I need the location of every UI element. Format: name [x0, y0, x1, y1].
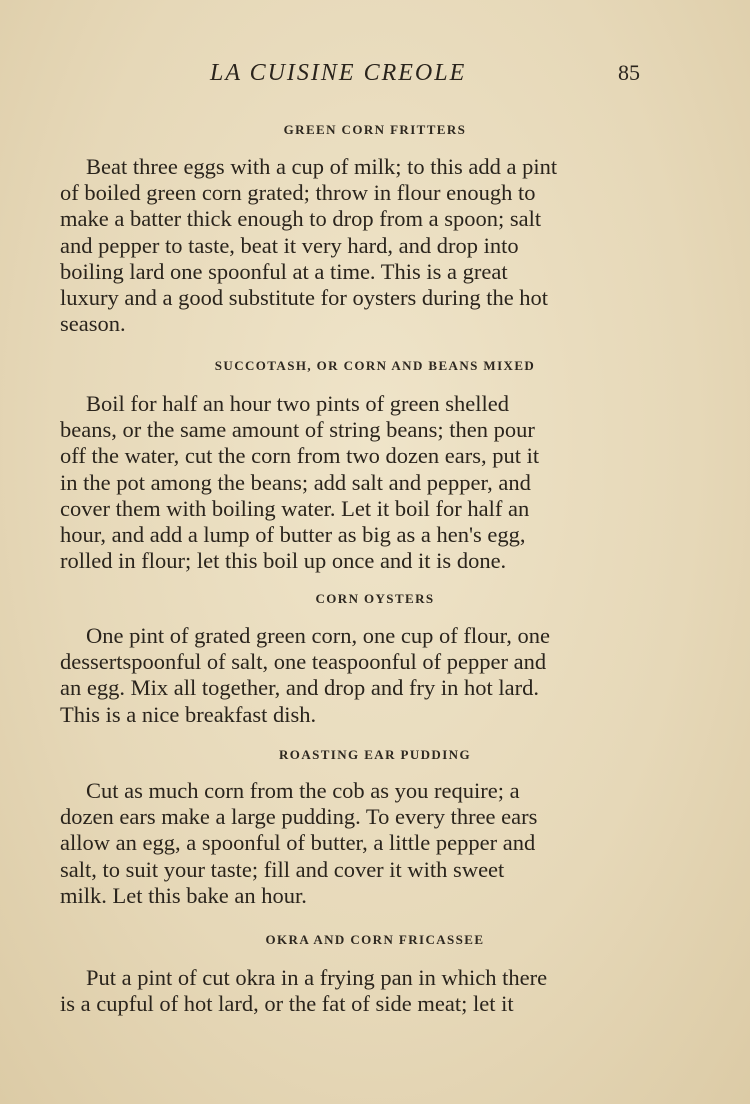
text-line: is a cupful of hot lard, or the fat of side meat; let it: [60, 991, 514, 1017]
page-number: 85: [618, 60, 640, 85]
text-line: allow an egg, a spoonful of butter, a little pepper and: [60, 830, 536, 856]
text-line: Beat three eggs with a cup of milk; to this add a pint: [86, 154, 558, 179]
text-line: One pint of grated green corn, one cup of flour, one: [86, 623, 550, 648]
text-line: hour, and add a lump of butter as big as a hen's egg,: [60, 522, 526, 548]
text-line: Put a pint of cut okra in a frying pan in which there: [86, 965, 548, 990]
text-line: rolled in flour; let this boil up once and it is done.: [60, 548, 507, 574]
text-line: dozen ears make a large pudding. To every three ears: [60, 804, 538, 830]
text-line: an egg. Mix all together, and drop and fry in hot lard.: [60, 675, 539, 701]
text-line: beans, or the same amount of string beans; then pour: [60, 417, 535, 443]
recipe-text: [0, 623, 658, 728]
recipe-heading: CORN OYSTERS: [315, 591, 435, 606]
recipe-heading: GREEN CORN FRITTERS: [283, 122, 467, 137]
text-line: in the pot among the beans; add salt and pepper, and: [60, 469, 531, 495]
text-line: of boiled green corn grated; throw in flour enough to: [60, 180, 536, 206]
text-line: cover them with boiling water. Let it boil for half an: [60, 495, 530, 521]
text-line: season.: [60, 311, 126, 337]
recipe-heading: ROASTING EAR PUDDING: [279, 747, 471, 762]
recipe-text: [0, 154, 658, 337]
recipe-heading: OKRA AND CORN FRICASSEE: [265, 932, 485, 947]
text-line: Cut as much corn from the cob as you require; a: [86, 778, 520, 803]
text-line: off the water, cut the corn from two dozen ears, put it: [60, 443, 540, 469]
text-line: salt, to suit your taste; fill and cover it with sweet: [60, 856, 505, 882]
recipe-okra-and-corn-fricassee: [0, 932, 750, 1017]
recipe-text: [0, 965, 658, 1017]
text-line: boiling lard one spoonful at a time. This is a great: [60, 258, 508, 284]
running-head: [0, 60, 750, 94]
recipe-text: [0, 391, 658, 574]
recipe-green-corn-fritters: [0, 122, 750, 337]
text-line: and pepper to taste, beat it very hard, and drop into: [60, 232, 519, 258]
recipe-corn-oysters: [0, 591, 750, 728]
text-line: luxury and a good substitute for oysters during the hot: [60, 285, 549, 311]
running-title: LA CUISINE CREOLE: [210, 60, 467, 86]
text-line: dessertspoonful of salt, one teaspoonful of pepper and: [60, 649, 547, 675]
recipe-heading: SUCCOTASH, OR CORN AND BEANS MIXED: [214, 358, 536, 373]
recipe-succotash: [0, 358, 750, 574]
recipe-roasting-ear-pudding: [0, 747, 750, 909]
text-line: Boil for half an hour two pints of green shelled: [86, 391, 510, 416]
recipe-text: [0, 778, 658, 909]
text-line: This is a nice breakfast dish.: [60, 701, 317, 727]
text-line: make a batter thick enough to drop from a spoon; salt: [60, 206, 542, 232]
text-line: milk. Let this bake an hour.: [60, 882, 307, 908]
